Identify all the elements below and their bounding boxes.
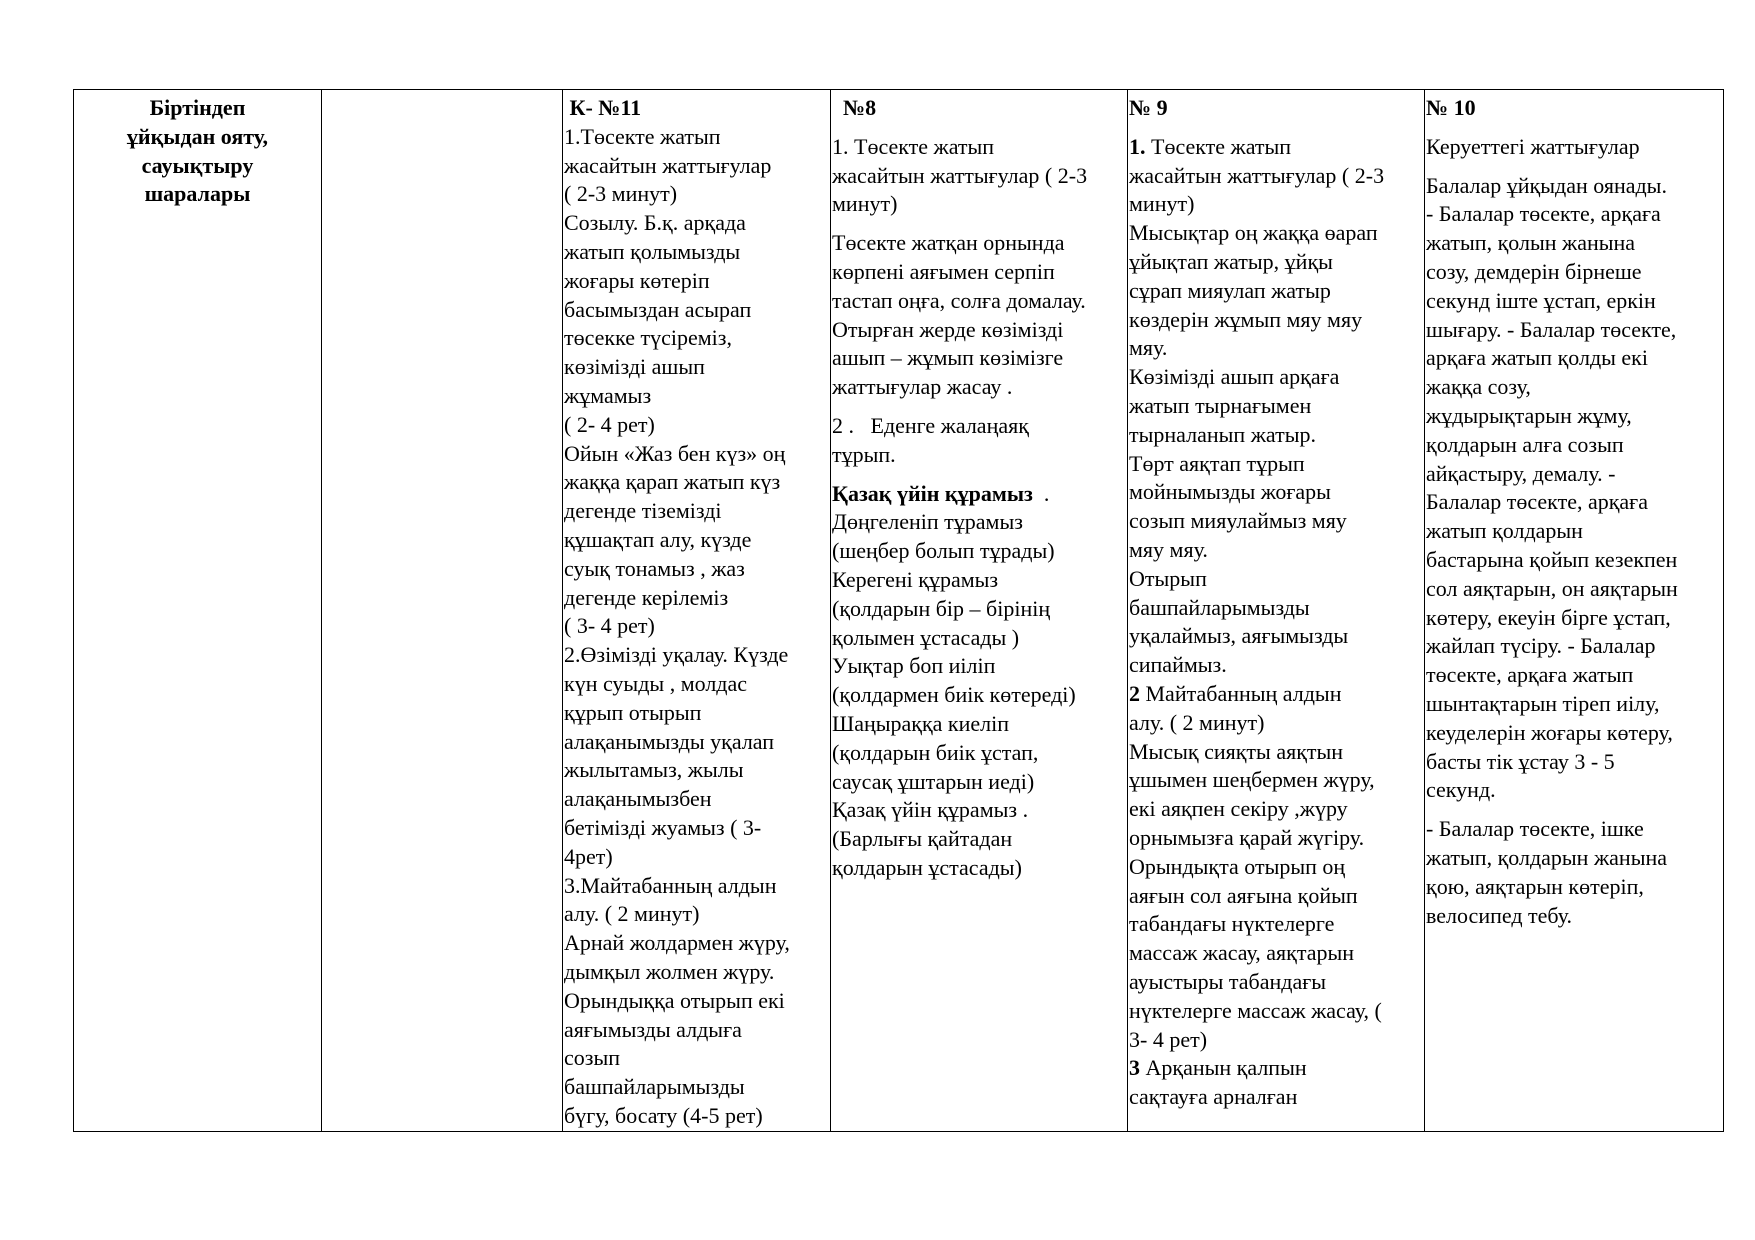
- text-line: көтеру, екеуін бірге ұстап,: [1426, 604, 1671, 630]
- section-title: [832, 480, 1126, 509]
- row-label-line: сауықтыру: [141, 152, 254, 178]
- column-10: [1425, 90, 1724, 1132]
- text-line: көзімізді ашып: [564, 354, 705, 380]
- text-line: аяғын сол аяғына қойып: [1129, 882, 1358, 908]
- text-line: Ойын «Жаз бен күз» оң: [564, 440, 786, 466]
- text-line: созу, демдерін бірнеше: [1426, 258, 1642, 284]
- section-text: Арқанын қалпын: [1140, 1055, 1307, 1081]
- text-line: жатып тырнағымен: [1129, 392, 1312, 418]
- text-line: жаттығулар жасау .: [832, 374, 1013, 400]
- text-line: сақтауға арналған: [1129, 1084, 1298, 1110]
- text-line: Уықтар боп иіліп: [832, 653, 996, 679]
- column-k11: [563, 90, 831, 1132]
- text-line: ( 3- 4 рет): [564, 613, 655, 639]
- text-line: Көзімізді ашып арқаға: [1129, 364, 1340, 390]
- section-text: Төсекте жатып: [1145, 133, 1292, 159]
- text-line: Балалар төсекте, арқаға: [1426, 489, 1648, 515]
- text-line: 3.Майтабанның алдын: [564, 872, 777, 898]
- text-line: орнымызға қарай жүгіру.: [1129, 824, 1365, 850]
- schedule-table: [73, 89, 1724, 1132]
- text-line: Мысық сияқты аяқтын: [1129, 738, 1344, 764]
- text-line: (шеңбер болып тұрады): [832, 538, 1055, 564]
- text-line: 1.Төсекте жатып: [564, 123, 721, 149]
- text-line: кеуделерін жоғары көтеру,: [1426, 719, 1673, 745]
- text-line: қою, аяқтарын көтеріп,: [1426, 873, 1644, 899]
- text-line: Созылу. Б.қ. арқада: [564, 210, 746, 236]
- column-header: № 10: [1426, 95, 1476, 120]
- text-line: ( 2-3 минут): [564, 181, 678, 207]
- text-line: Отырып: [1129, 565, 1207, 591]
- text-line: жайлап түсіру. - Балалар: [1426, 633, 1656, 659]
- text-line: ашып – жұмып көзімізге: [832, 345, 1064, 371]
- text-line: уқалаймыз, аяғымызды: [1129, 623, 1349, 649]
- row-label-cell: [74, 90, 322, 1132]
- text-line: ұйықтап жатыр, ұйқы: [1129, 248, 1333, 274]
- text-line: ауыстыры табандағы: [1129, 968, 1327, 994]
- text-line: Отырған жерде көзімізді: [832, 316, 1064, 342]
- text-line: жаққа қарап жатып күз: [564, 469, 781, 495]
- text-line: жасайтын жаттығулар ( 2-3: [1129, 162, 1385, 188]
- text-line: алу. ( 2 минут): [1129, 709, 1265, 735]
- text-line: алақанымызды уқалап: [564, 728, 775, 754]
- text-line: екі аяқпен секіру ,жүру: [1129, 796, 1348, 822]
- text-line: шығару. - Балалар төсекте,: [1426, 316, 1677, 342]
- text-line: жұмамыз: [564, 382, 652, 408]
- text-line: Балалар ұйқыдан оянады.: [1426, 172, 1667, 198]
- column-header: № 9: [1129, 95, 1168, 120]
- text-line: Мысықтар оң жаққа өарап: [1129, 220, 1378, 246]
- text-line: минут): [832, 191, 898, 217]
- text-line: [1129, 133, 1423, 162]
- text-line: 3- 4 рет): [1129, 1026, 1208, 1052]
- text-line: сипаймыз.: [1129, 652, 1227, 678]
- text-line: нүктелерге массаж жасау, (: [1129, 997, 1382, 1023]
- text-line: тұрып.: [832, 441, 896, 467]
- text-line: велосипед тебу.: [1426, 902, 1573, 928]
- text-line: суық тонамыз , жаз: [564, 555, 745, 581]
- section-text: Майтабанның алдын: [1140, 680, 1342, 706]
- text-line: дегенде тіземізді: [564, 498, 722, 524]
- text-line: мяу.: [1129, 335, 1168, 361]
- text-line: Арнай жолдармен жүру,: [564, 930, 790, 956]
- text-line: 2.Өзімізді уқалау. Күзде: [564, 642, 789, 668]
- text-line: Төсекте жатқан орнында: [832, 230, 1065, 256]
- text-line: 1. Төсекте жатып: [832, 133, 995, 159]
- text-line: айқастыру, демалу. -: [1426, 460, 1616, 486]
- table-row: [74, 90, 1724, 1132]
- text-line: секунд іште ұстап, еркін: [1426, 287, 1656, 313]
- text-line: көздерін жұмып мяу мяу: [1129, 306, 1363, 332]
- column-header: К- №11: [564, 95, 642, 120]
- text-line: секунд.: [1426, 777, 1496, 803]
- text-line: Керуеттегі жаттығулар: [1426, 133, 1640, 159]
- text-line: бүгу, босату (4-5 рет): [564, 1102, 763, 1128]
- text-line: мяу мяу.: [1129, 536, 1208, 562]
- row-label-line: ұйқыдан ояту,: [126, 123, 269, 149]
- text-line: Шаңыраққа киеліп: [832, 710, 1010, 736]
- text-line: Қазақ үйін құрамыз .: [832, 797, 1029, 823]
- text-line: созып мияулаймыз мяу: [1129, 508, 1347, 534]
- column-9: [1128, 90, 1425, 1132]
- text-line: (Барлығы қайтадан: [832, 826, 1013, 852]
- column-8: [831, 90, 1128, 1132]
- text-line: қолымен ұстасады ): [832, 624, 1020, 650]
- text-line: арқаға жатып қолды екі: [1426, 345, 1648, 371]
- text-line: алақанымызбен: [564, 786, 712, 812]
- text-line: жасайтын жаттығулар ( 2-3: [832, 162, 1088, 188]
- text-line: башпайларымызды: [1129, 594, 1310, 620]
- text-line: төсекке түсіреміз,: [564, 325, 732, 351]
- text-line: жатып, қолдарын жанына: [1426, 844, 1668, 870]
- text-line: минут): [1129, 191, 1195, 217]
- text-line: жатып, қолын жанына: [1426, 230, 1636, 256]
- text-line: төсекте, арқаға жатып: [1426, 662, 1634, 688]
- text-line: созып: [564, 1045, 621, 1071]
- text-line: тастап оңға, солға домалау.: [832, 287, 1086, 313]
- text-line: дегенде керілеміз: [564, 584, 729, 610]
- text-line: құрып отырып: [564, 699, 702, 725]
- text-line: 4рет): [564, 843, 613, 869]
- text-line: сұрап мияулап жатыр: [1129, 277, 1331, 303]
- column-header: №8: [832, 95, 877, 120]
- text-line: (қолдарын бір – бірінің: [832, 595, 1051, 621]
- text-line: - Балалар төсекте, арқаға: [1426, 201, 1661, 227]
- text-line: жатып қолымызды: [564, 238, 741, 264]
- text-line: ( 2- 4 рет): [564, 411, 655, 437]
- text-line: құшақтап алу, күзде: [564, 526, 752, 552]
- text-line: бетімізді жуамыз ( 3-: [564, 814, 762, 840]
- text-line: (қолдарын биік ұстап,: [832, 739, 1039, 765]
- text-line: Орындықта отырып оң: [1129, 853, 1346, 879]
- text-line: массаж жасау, аяқтарын: [1129, 940, 1355, 966]
- text-line: басты тік ұстау 3 - 5: [1426, 748, 1615, 774]
- text-line: алу. ( 2 минут): [564, 901, 700, 927]
- text-line: шынтақтарын тіреп иілу,: [1426, 690, 1660, 716]
- text-line: - Балалар төсекте, ішке: [1426, 816, 1644, 842]
- text-line: Орындыққа отырып екі: [564, 987, 785, 1013]
- text-line: Керегені құрамыз: [832, 566, 999, 592]
- section-number: 2: [1129, 680, 1140, 706]
- text-line: басымыздан асырап: [564, 296, 752, 322]
- text-line: табандағы нүктелерге: [1129, 911, 1335, 937]
- text-line: тырналанып жатыр.: [1129, 421, 1316, 447]
- section-number: 1.: [1129, 133, 1146, 159]
- text-line: көрпені аяғымен серпіп: [832, 258, 1055, 284]
- text-line: Дөңгеленіп тұрамыз: [832, 509, 1023, 535]
- text-line: дымқыл жолмен жүру.: [564, 958, 775, 984]
- row-label-line: шаралары: [144, 181, 251, 207]
- text-line: қолдарын ұстасады): [832, 854, 1022, 880]
- text-line: башпайларымызды: [564, 1074, 745, 1100]
- section-number: 3: [1129, 1055, 1140, 1081]
- text-line: жасайтын жаттығулар: [564, 152, 772, 178]
- empty-cell: [322, 90, 563, 1132]
- text-line: Төрт аяқтап тұрып: [1129, 450, 1305, 476]
- text-line: жатып қолдарын: [1426, 518, 1583, 544]
- text-line: саусақ ұштарын иеді): [832, 768, 1035, 794]
- section-title-text: Қазақ үйін құрамыз: [832, 480, 1033, 506]
- text-line: мойнымызды жоғары: [1129, 479, 1331, 505]
- text-line: (қолдармен биік көтереді): [832, 682, 1076, 708]
- text-line: [1129, 680, 1423, 709]
- text-line: жаққа созу,: [1426, 374, 1531, 400]
- text-line: сол аяқтарын, он аяқтарын: [1426, 575, 1678, 601]
- text-line: ұшымен шеңбермен жүру,: [1129, 767, 1375, 793]
- row-label-line: Біртіндеп: [149, 95, 246, 120]
- text-line: аяғымызды алдыға: [564, 1016, 742, 1042]
- section-title-suffix: .: [1032, 480, 1050, 506]
- text-line: 2 . Еденге жалаңаяқ: [832, 412, 1029, 438]
- text-line: күн суыды , молдас: [564, 670, 748, 696]
- text-line: жылытамыз, жылы: [564, 757, 744, 783]
- text-line: қолдарын алға созып: [1426, 431, 1624, 457]
- text-line: жоғары көтеріп: [564, 267, 710, 293]
- text-line: [1129, 1054, 1423, 1083]
- text-line: жұдырықтарын жұму,: [1426, 402, 1632, 428]
- text-line: бастарына қойып кезекпен: [1426, 546, 1678, 572]
